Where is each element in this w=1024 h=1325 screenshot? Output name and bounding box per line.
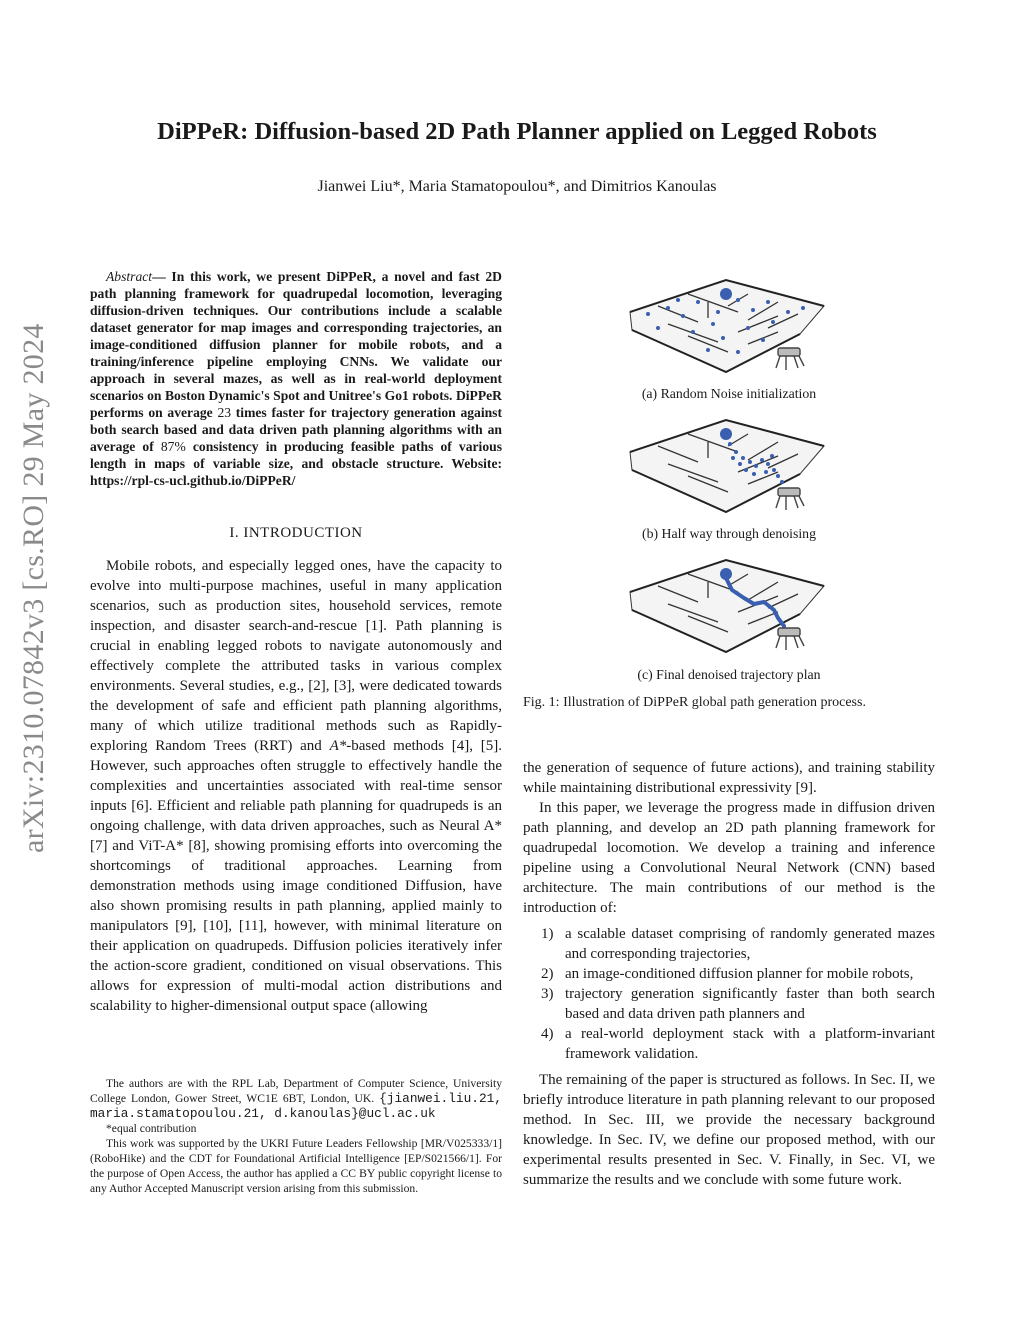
intro-text-b: -based methods [4], [5]. However, such approaches often struggle to effectively handle the complexities and uncertainties associated with real-time sensor inputs [6]. Efficient and reliable path planning for quadrupeds is an ongoing challenge, with data driven approaches, such as Neural A* [7] and ViT-A* [8], showing promising efforts into overcoming the shortcomings of traditional approaches. Learning from demonstration methods using image conditioned Diffusion, have also shown promising results in path planning, applied mainly to manipulators [9], [10], [11], however, with minimal literature on their application on quadrupeds. Diffusion policies iteratively infer the action-score gradient, conditioned on visual observations. This allows for expression of multi-modal action distributions and scalability to higher-dimensional output space (allowing — [90, 738, 502, 1014]
footnote — [90, 1076, 502, 1196]
caption-panel-a: (a) Random Noise initialization — [641, 386, 817, 401]
abstract-text-3: consistency in producing feasible paths of various length in maps of variable size, and obstacle structure. Website: https://rpl-cs-ucl.github.io/DiPPeR/ — [90, 439, 502, 488]
contribution-number: 4) — [541, 1026, 554, 1042]
start-node — [720, 288, 732, 300]
intro-column — [90, 556, 502, 1016]
contribution-text: a scalable dataset comprising of randomly generated mazes and corresponding trajectories, — [565, 926, 935, 962]
contribution-number: 3) — [541, 986, 554, 1002]
figure-maze-half-denoised — [628, 412, 833, 520]
contribution-text: trajectory generation significantly faster than both search based and data driven path planners and — [565, 986, 935, 1022]
arxiv-identifier: arXiv:2310.07842v3 [cs.RO] 29 May 2024 — [17, 323, 50, 853]
abstract-consistency-number: 87% — [160, 439, 186, 454]
contribution-number: 1) — [541, 926, 554, 942]
right-column — [523, 758, 935, 1190]
contribution-item — [523, 924, 935, 964]
footnote-funding: This work was supported by the UKRI Future Leaders Fellowship [MR/V025333/1] (RoboHike) and the CDT for Foundational Artificial Intelligence [EP/S021566/1]. For the purpose of Open Access, the author has applied a CC BY public copyright license to any Author Accepted Manuscript version arising from this submission. — [90, 1137, 502, 1195]
contribution-list — [523, 924, 935, 1064]
abstract-speedup-number: 23 — [217, 405, 232, 420]
author-list: Jianwei Liu*, Maria Stamatopoulou*, and Dimitrios Kanoulas — [317, 178, 717, 195]
maze-a — [630, 280, 824, 372]
right-paragraph-3: The remaining of the paper is structured as follows. In Sec. II, we briefly introduce literature in path planning relevant to our proposed method. In Sec. III, we provide the necessary background knowledge. In Sec. IV, we define our proposed method, with our experimental results presented in Sec. V. Finally, in Sec. VI, we summarize the results and we conclude with some future work. — [523, 1072, 935, 1188]
contribution-text: a real-world deployment stack with a platform-invariant framework validation. — [565, 1026, 935, 1062]
maze-b — [630, 420, 824, 512]
figure-maze-random-noise — [628, 272, 833, 380]
start-node — [720, 428, 732, 440]
intro-text-a: Mobile robots, and especially legged ones, have the capacity to evolve into multi-purpose machines, useful in many application scenarios, such as production sites, household services, remote inspection, and disaster search-and-rescue [1]. Path planning is crucial in enabling legged robots to navigate autonomously and effectively complete the attributed tasks in various complex environments. Several studies, e.g., [2], [3], were dedicated towards the development of safe and efficient path planning algorithms, many of which utilize traditional methods such as Rapidly-exploring Random Trees (RRT) and — [90, 558, 502, 754]
contribution-item — [523, 1024, 935, 1064]
caption-panel-c: (c) Final denoised trajectory plan — [637, 667, 821, 682]
footnote-affiliation-text: The authors are with the RPL Lab, Department of Computer Science, University College London, Gower Street, WC1E 6BT, London, UK. — [90, 1077, 502, 1105]
right-paragraph-1: the generation of sequence of future actions), and training stability while maintaining distributional expressivity [9]. — [523, 760, 935, 796]
figure-maze-final-path — [628, 552, 833, 660]
abstract-dash: — — [152, 269, 172, 284]
figure-caption: Fig. 1: Illustration of DiPPeR global path generation process. — [523, 695, 866, 710]
astar-symbol: A* — [329, 738, 347, 754]
contribution-item — [523, 984, 935, 1024]
abstract — [90, 268, 502, 489]
abstract-label: Abstract — [106, 269, 153, 284]
paper-title: DiPPeR: Diffusion-based 2D Path Planner applied on Legged Robots — [157, 118, 877, 145]
caption-panel-b: (b) Half way through denoising — [642, 526, 816, 541]
robot-icon — [776, 348, 804, 370]
contribution-item — [523, 964, 935, 984]
robot-icon — [776, 488, 804, 510]
abstract-text-2: times faster for trajectory generation against both search based and data driven path planning algorithms with an average of — [90, 405, 502, 454]
contribution-number: 2) — [541, 966, 554, 982]
right-paragraph-2: In this paper, we leverage the progress made in diffusion driven path planning, and develop an 2D path planning framework for quadrupedal locomotion. We develop a training and inference pipeline using a Convolutional Neural Network (CNN) based architecture. The main contributions of our method is the introduction of: — [523, 800, 935, 916]
footnote-emails: {jianwei.liu.21, maria.stamatopoulou.21, d.kanoulas}@ucl.ac.uk — [90, 1091, 502, 1121]
contribution-text: an image-conditioned diffusion planner for mobile robots, — [565, 966, 914, 982]
footnote-affiliation — [90, 1076, 502, 1121]
footnote-equal-contribution: *equal contribution — [106, 1122, 197, 1135]
intro-paragraph — [90, 556, 502, 1016]
robot-icon — [776, 628, 804, 650]
maze-c — [630, 560, 824, 652]
section-heading-introduction: I. INTRODUCTION — [229, 525, 363, 541]
abstract-text-1: In this work, we present DiPPeR, a novel and fast 2D path planning framework for quadrupedal locomotion, leveraging diffusion-driven techniques. Our contributions include a scalable dataset generator for map images and corresponding trajectories, an image-conditioned diffusion planner for mobile robots, and a training/inference pipeline employing CNNs. We validate our approach in several mazes, as well as in real-world deployment scenarios on Boston Dynamic's Spot and Unitree's Go1 robots. DiPPeR performs on average — [90, 269, 502, 420]
